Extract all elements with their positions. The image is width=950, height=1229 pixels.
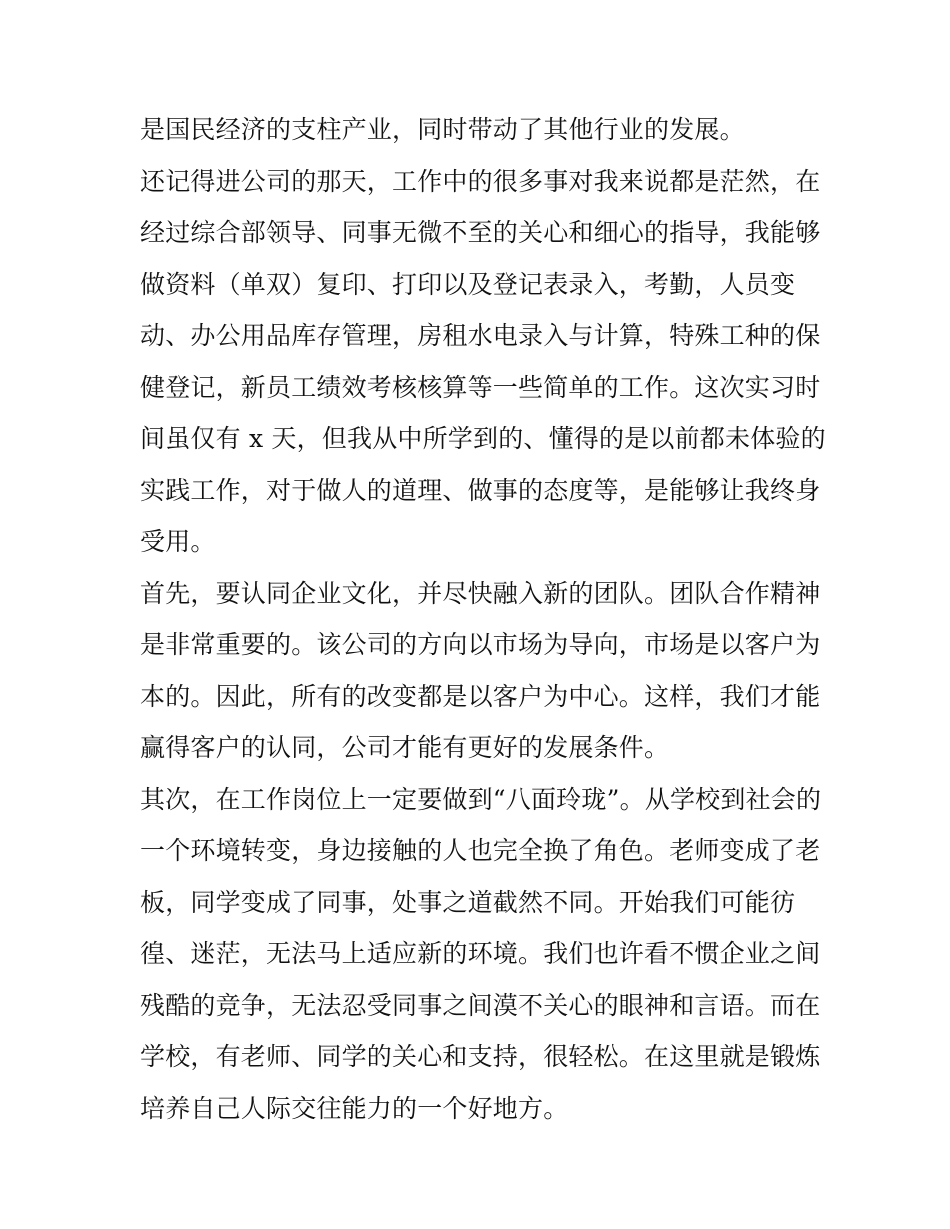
text-line: 赢得客户的认同，公司才能有更好的发展条件。: [140, 733, 670, 762]
text-line: 是国民经济的支柱产业，同时带动了其他行业的发展。: [140, 115, 745, 144]
body-text: [140, 104, 826, 1134]
text-line: 做资料（单双）复印、打印以及登记表录入，考勤，人员变: [140, 269, 796, 299]
text-line: 板，同学变成了同事，处事之道截然不同。开始我们可能彷: [140, 887, 796, 917]
text-line: 残酷的竞争，无法忍受同事之间漠不关心的眼神和言语。而在: [140, 990, 821, 1020]
text-line: 间虽仅有 x 天，但我从中所学到的、懂得的是以前都未体验的: [140, 424, 826, 453]
text-line: 首先，要认同企业文化，并尽快融入新的团队。团队合作精神: [140, 578, 821, 608]
text-line: 培养自己人际交往能力的一个好地方。: [140, 1093, 569, 1123]
text-line: 实践工作，对于做人的道理、做事的态度等，是能够让我终身: [140, 475, 821, 505]
text-line: 本的。因此，所有的改变都是以客户为中心。这样，我们才能: [140, 681, 821, 711]
text-line: 受用。: [140, 527, 216, 556]
text-line: 经过综合部领导、同事无微不至的关心和细心的指导，我能够: [140, 218, 821, 247]
text-line: 健登记，新员工绩效考核核算等一些简单的工作。这次实习时: [140, 372, 821, 402]
text-line: 动、办公用品库存管理，房租水电录入与计算，特殊工种的保: [140, 321, 821, 350]
text-line: 徨、迷茫，无法马上适应新的环境。我们也许看不惯企业之间: [140, 939, 821, 968]
text-line: 一个环境转变，身边接触的人也完全换了角色。老师变成了老: [140, 836, 821, 865]
text-line: 是非常重要的。该公司的方向以市场为导向，市场是以客户为: [140, 630, 821, 659]
text-line: 还记得进公司的那天，工作中的很多事对我来说都是茫然，在: [140, 166, 821, 196]
text-line: 其次，在工作岗位上一定要做到“八面玲珑”。从学校到社会的: [140, 784, 822, 814]
text-line: 学校，有老师、同学的关心和支持，很轻松。在这里就是锻炼: [140, 1042, 821, 1071]
